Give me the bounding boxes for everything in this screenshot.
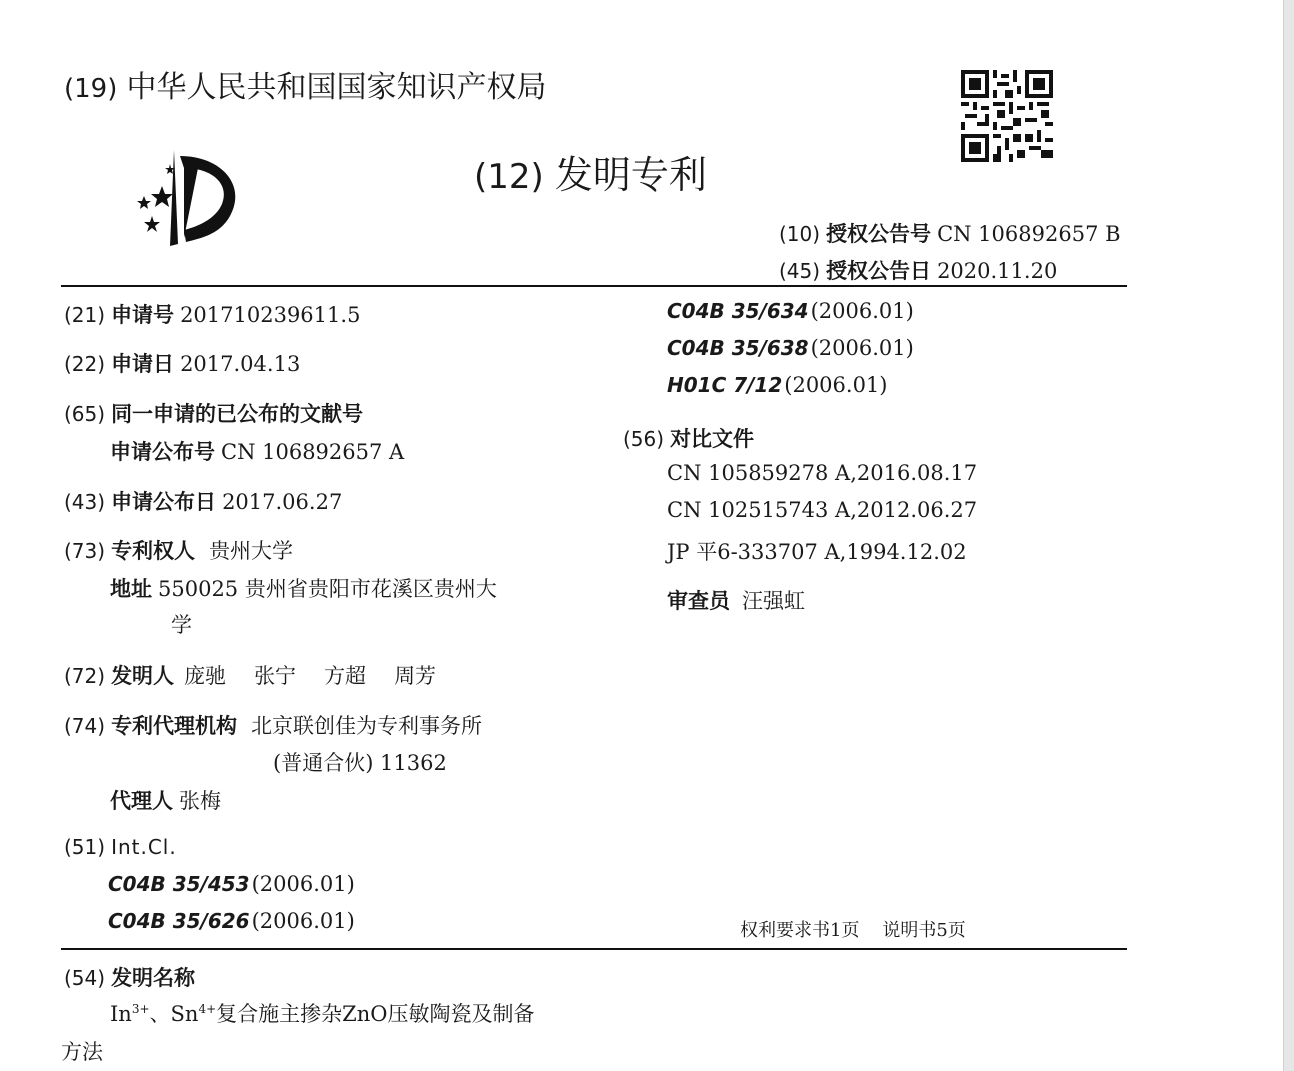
document-type	[474, 144, 707, 199]
examiner-name: 汪强虹	[742, 589, 805, 613]
grant-pub-no-row	[779, 218, 1121, 248]
patentee: 贵州大学	[209, 539, 294, 563]
publication-number: CN 106892657 A	[221, 440, 405, 464]
office-header	[64, 62, 546, 106]
field-label: 代理人	[110, 789, 173, 813]
scrollbar[interactable]	[1283, 0, 1294, 1071]
page-count: 权利要求书1页 说明书5页	[740, 920, 966, 941]
field-label: 申请公布日	[111, 490, 217, 514]
invention-title-line-2: 方法	[61, 1040, 103, 1064]
ipc-code: C04B 35/638	[667, 336, 809, 360]
ipc-version: (2006.01)	[784, 373, 888, 397]
reference-item: JP 平6-333707 A,1994.12.02	[667, 540, 967, 564]
agent-row	[110, 785, 221, 815]
ipc-code: C04B 35/453	[108, 872, 250, 896]
doc-type-title: 发明专利	[554, 153, 707, 197]
same-app-row	[64, 398, 363, 428]
field-number: (45)	[779, 259, 821, 283]
agency-line-2: (普通合伙) 11362	[273, 751, 447, 775]
inventors-row	[64, 660, 436, 690]
cnipa-logo-icon	[122, 146, 254, 250]
field-number: (74)	[64, 714, 106, 738]
grant-date-row	[779, 255, 1057, 285]
field-label: 同一申请的已公布的文献号	[111, 402, 364, 426]
qr-code-icon	[961, 70, 1053, 162]
title-part: 复合施主掺杂ZnO压敏陶瓷及制备	[216, 1002, 535, 1026]
title-row	[64, 962, 195, 992]
patentee-row	[64, 535, 293, 565]
inventor-name: 周芳	[394, 664, 437, 688]
field-label: 专利代理机构	[111, 714, 238, 738]
field-label: 授权公告日	[826, 259, 932, 283]
field-number: (10)	[779, 222, 821, 246]
examiner-row	[667, 585, 805, 615]
field-label: 申请号	[111, 303, 175, 327]
title-superscript: 3+	[131, 1002, 150, 1016]
application-date: 2017.04.13	[180, 352, 301, 376]
field-label: 授权公告号	[826, 222, 932, 246]
agent-name: 张梅	[179, 789, 221, 813]
grant-pub-no: CN 106892657 B	[937, 222, 1121, 246]
ipc-code: C04B 35/626	[108, 909, 250, 933]
intcl-item	[667, 336, 914, 360]
ipc-version: (2006.01)	[251, 872, 355, 896]
field-number: (54)	[64, 966, 106, 990]
application-number: 201710239611.5	[180, 303, 361, 327]
title-part: 、Sn	[149, 1002, 199, 1026]
ipc-version: (2006.01)	[251, 909, 355, 933]
intcl-row	[64, 835, 177, 859]
title-part: In	[110, 1002, 132, 1026]
intcl-item	[667, 373, 888, 397]
inventor-name: 庞驰	[184, 664, 227, 688]
office-name: 中华人民共和国国家知识产权局	[126, 70, 547, 105]
app-date-row	[64, 348, 300, 378]
inventor-name: 方超	[324, 664, 367, 688]
field-label: 专利权人	[111, 539, 196, 563]
app-no-row	[64, 299, 360, 329]
agency-name: 北京联创佳为专利事务所	[251, 714, 483, 738]
pub-no-row	[110, 436, 404, 466]
address-line-2: 学	[171, 613, 192, 637]
refs-row	[623, 423, 754, 453]
publication-date: 2017.06.27	[222, 490, 343, 514]
field-label: 地址	[110, 577, 152, 601]
reference-item: CN 102515743 A,2012.06.27	[667, 498, 978, 522]
footer-divider	[61, 948, 1127, 950]
address-line-1: 550025 贵州省贵阳市花溪区贵州大	[158, 577, 497, 601]
ipc-code: C04B 35/634	[667, 299, 809, 323]
ipc-code: H01C 7/12	[667, 373, 783, 397]
field-label: 审查员	[667, 589, 730, 613]
agency-row	[64, 710, 482, 740]
field-number: (72)	[64, 664, 106, 688]
field-number: (21)	[64, 303, 106, 327]
reference-item: CN 105859278 A,2016.08.17	[667, 461, 978, 485]
office-number: (19)	[64, 74, 118, 104]
field-number: (73)	[64, 539, 106, 563]
field-number: (51)	[64, 835, 106, 859]
grant-date: 2020.11.20	[937, 259, 1058, 283]
field-label: 对比文件	[670, 427, 755, 451]
field-number: (56)	[623, 427, 665, 451]
field-number: (43)	[64, 490, 106, 514]
invention-title	[110, 998, 535, 1028]
ipc-version: (2006.01)	[810, 299, 914, 323]
inventor-name: 张宁	[254, 664, 297, 688]
pub-date-row	[64, 486, 342, 516]
intcl-item	[108, 909, 355, 933]
title-superscript: 4+	[198, 1002, 217, 1016]
field-label: Int.Cl.	[111, 835, 177, 859]
field-label: 申请公布号	[110, 440, 215, 464]
address-row	[110, 573, 497, 603]
ipc-version: (2006.01)	[810, 336, 914, 360]
intcl-item	[108, 872, 355, 896]
field-label: 申请日	[111, 352, 175, 376]
field-label: 发明名称	[111, 966, 196, 990]
field-number: (22)	[64, 352, 106, 376]
doc-type-number: (12)	[474, 157, 544, 197]
field-number: (65)	[64, 402, 106, 426]
intcl-item	[667, 299, 914, 323]
header-divider	[61, 285, 1127, 287]
field-label: 发明人	[111, 664, 175, 688]
